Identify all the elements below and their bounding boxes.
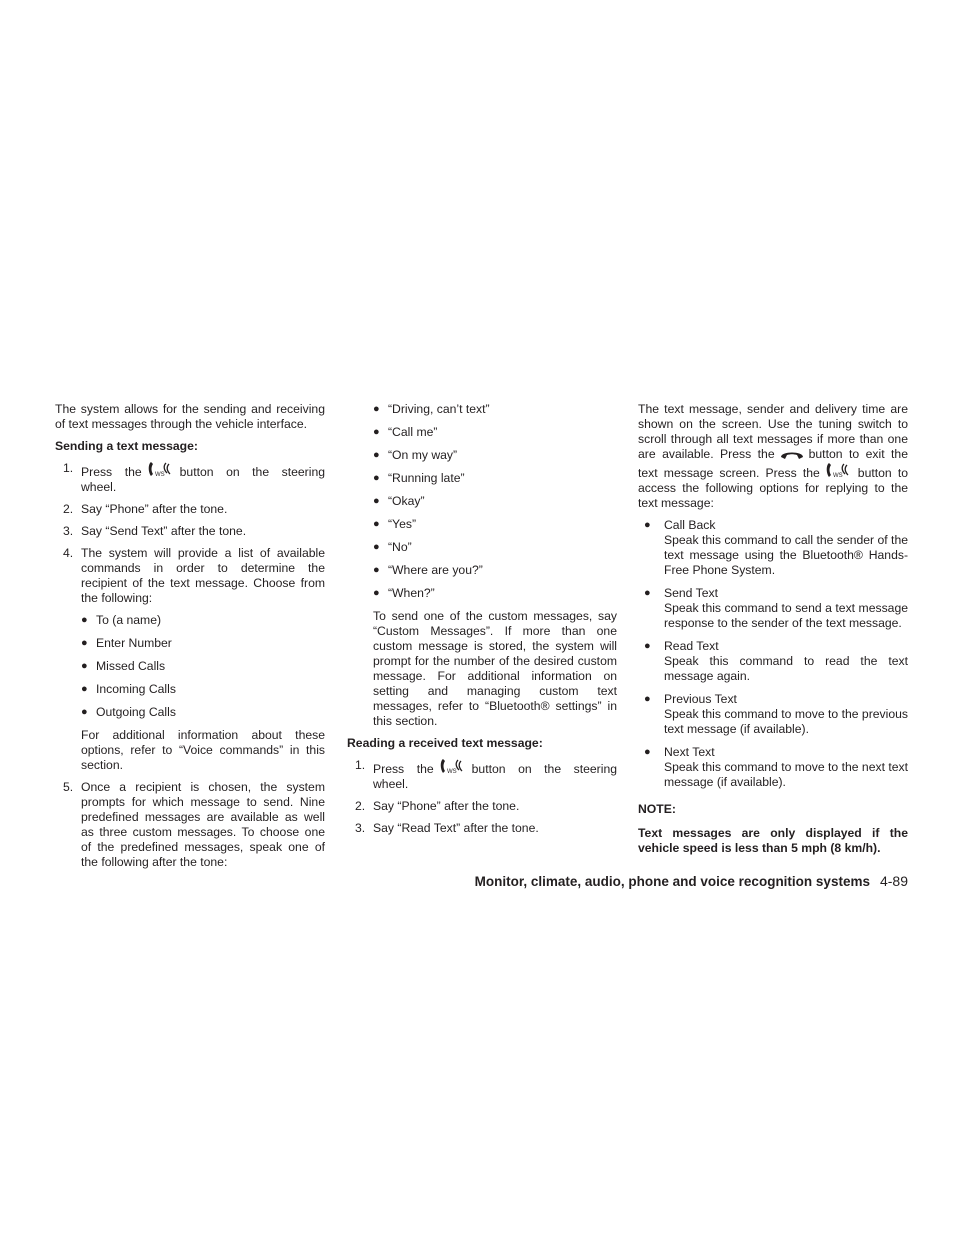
option-send-text: ● Send Text Speak this command to send a text message response to the sender of the text message.	[644, 586, 908, 630]
talk-phone-icon	[438, 758, 468, 776]
page-footer	[380, 872, 908, 891]
list-item: ● “On my way”	[373, 448, 458, 462]
list-item: ● “Okay”	[373, 494, 425, 508]
list-item: ● “Where are you?”	[373, 563, 483, 577]
predefined-messages	[373, 402, 617, 601]
list-item: ● Enter Number	[81, 636, 172, 650]
intro-paragraph: The system allows for the sending and receiving of text messages through the vehicle interface.	[55, 402, 325, 431]
option-previous-text: ● Previous Text Speak this command to move to the previous text message (if available).	[644, 692, 908, 736]
option-call-back: ● Call Back Speak this command to call the sender of the text message using the Bluetooth® Hands-Free Phone System.	[644, 518, 908, 577]
list-item: ● “Yes”	[373, 517, 416, 531]
svg-text:WS: WS	[154, 472, 165, 478]
svg-text:WS: WS	[446, 769, 457, 775]
read-steps	[347, 758, 617, 836]
note-text: Text messages are only displayed if the vehicle speed is less than 5 mph (8 km/h).	[638, 826, 908, 855]
send-step-4: 4. The system will provide a list of available commands in order to determine the recipient of the text message. Choose from the following:	[63, 546, 325, 605]
read-step-2: 2. Say “Phone” after the tone.	[355, 799, 520, 813]
list-item: ● “Call me”	[373, 425, 438, 439]
list-item: ● “Driving, can’t text”	[373, 402, 490, 416]
voice-commands-note: For additional information about these options, refer to “Voice commands” in this section.	[81, 728, 325, 772]
read-heading: Reading a received text message:	[347, 736, 543, 750]
talk-phone-icon	[146, 461, 176, 479]
send-steps	[55, 461, 325, 606]
recipient-options	[81, 613, 325, 720]
note-label: NOTE:	[638, 802, 676, 816]
list-item: ● “No”	[373, 540, 412, 554]
list-item: ● Incoming Calls	[81, 682, 176, 696]
send-step-3: 3. Say “Send Text” after the tone.	[63, 524, 247, 538]
send-heading: Sending a text message:	[55, 439, 198, 453]
read-step-1: 1. Press the WS button on the steering wheel.	[355, 758, 617, 791]
column-right	[638, 402, 908, 856]
svg-text:WS: WS	[832, 473, 843, 479]
list-item: ● “Running late”	[373, 471, 465, 485]
send-step-5: 5. Once a recipient is chosen, the system prompts for which message to send. Nine predefined messages are available as well as three custom messages. To choose one of the predefined messages, speak one of the following after the tone:	[63, 780, 325, 869]
page-number: 4-89	[879, 873, 908, 889]
option-read-text: ● Read Text Speak this command to read the text message again.	[644, 639, 908, 683]
custom-messages-paragraph: To send one of the custom messages, say “Custom Messages”. If more than one custom message is stored, the system will prompt for the number of the desired custom message. For additional information on setting and managing custom text messages, refer to “Bluetooth® settings” in this section.	[373, 609, 617, 728]
list-item: ● Outgoing Calls	[81, 705, 176, 719]
reply-options	[638, 518, 908, 790]
section-title: Monitor, climate, audio, phone and voice recognition systems	[474, 874, 870, 889]
hang-up-phone-icon	[779, 449, 805, 461]
list-item: ● “When?”	[373, 586, 435, 600]
list-item: ● Missed Calls	[81, 659, 166, 673]
column-left	[55, 402, 325, 877]
screen-paragraph: The text message, sender and delivery time are shown on the screen. Use the tuning switch to scroll through all text messages if more than one are available. Press the button to exit the text message screen. Press the WS button to access the following options for replying to the text message:	[638, 402, 909, 510]
list-item: ● To (a name)	[81, 613, 162, 627]
column-middle	[347, 402, 617, 843]
send-step-2: 2. Say “Phone” after the tone.	[63, 502, 228, 516]
talk-phone-icon	[824, 462, 854, 480]
option-next-text: ● Next Text Speak this command to move to the next text message (if available).	[644, 745, 908, 789]
send-step-1: 1. Press the WS button on the steering wheel.	[63, 461, 325, 494]
read-step-3: 3. Say “Read Text” after the tone.	[355, 821, 539, 835]
